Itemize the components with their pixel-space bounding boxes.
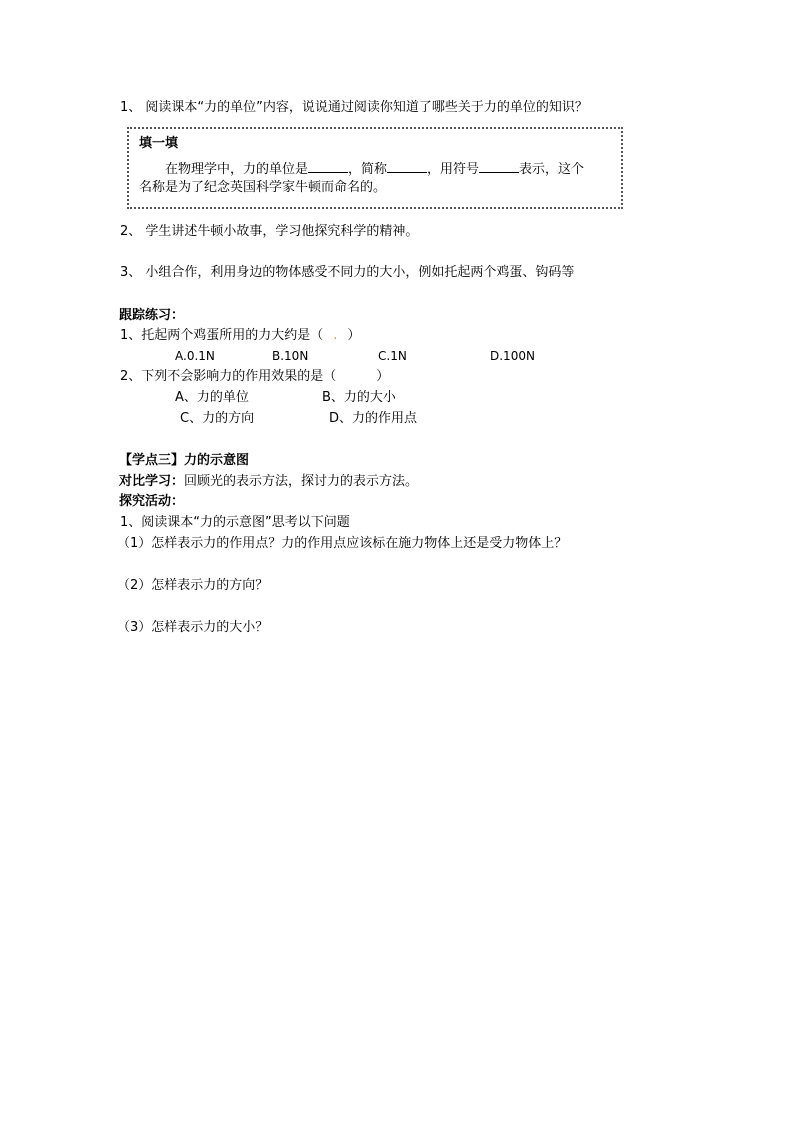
sub-question-3: （3）怎样表示力的大小？ [117,620,269,635]
practice-heading: 跟踪练习： [119,308,185,323]
fill-box-line-2: 名称是为了纪念英国科学家牛顿而命名的。 [139,180,387,195]
question-2-newton: 2、 学生讲述牛顿小故事，学习他探究科学的精神。 [120,224,419,239]
practice-q2-close: ） [376,369,390,384]
fill-text-c: ，用符号 [427,162,480,177]
practice-q1 [120,329,360,342]
sub-question-2: （2）怎样表示力的方向？ [117,578,269,593]
sub-question-1: （1）怎样表示力的作用点？力的作用点应该标在施力物体上还是受力物体上？ [117,536,568,551]
blank-short-name[interactable] [387,160,427,173]
q2-option-a[interactable]: A、力的单位 [175,390,249,405]
q2-option-b[interactable]: B、力的大小 [322,390,396,405]
explore-label: 探究活动： [119,494,185,509]
practice-q2 [120,370,389,383]
q1-option-b[interactable]: B.10N [272,349,309,363]
q1-option-d[interactable]: D.100N [490,349,535,363]
q2-option-d[interactable]: D、力的作用点 [329,411,418,426]
blank-unit[interactable] [308,160,348,173]
practice-q1-close: ） [347,328,361,343]
explore-question-1: 1、阅读课本“力的示意图”思考以下问题 [120,515,350,530]
compare-text: 回顾光的表示方法，探讨力的表示方法。 [184,474,419,489]
question-3-group: 3、 小组合作，利用身边的物体感受不同力的大小，例如托起两个鸡蛋、钩码等 [120,265,575,280]
q2-option-c[interactable]: C、力的方向 [180,411,255,426]
fill-text-a: 在物理学中，力的单位是 [165,162,309,177]
compare-label: 对比学习： [119,474,185,489]
practice-q2-text: 2、下列不会影响力的作用效果的是（ [120,369,337,384]
answer-mark: . [333,328,338,343]
compare-learning [119,475,418,488]
fill-text-b: ，简称 [348,162,388,177]
fill-box-line-1 [165,160,584,176]
q1-option-c[interactable]: C.1N [378,349,407,363]
question-1-reading: 1、 阅读课本“力的单位”内容，说说通过阅读你知道了哪些关于力的单位的知识？ [120,100,588,115]
fill-text-d: 表示，这个 [519,162,585,177]
blank-symbol[interactable] [479,160,519,173]
practice-q1-text: 1、托起两个鸡蛋所用的力大约是（ [120,328,324,343]
section-3-heading: 【学点三】力的示意图 [119,453,250,468]
fill-box-title: 填一填 [139,136,179,151]
q1-option-a[interactable]: A.0.1N [175,349,215,363]
